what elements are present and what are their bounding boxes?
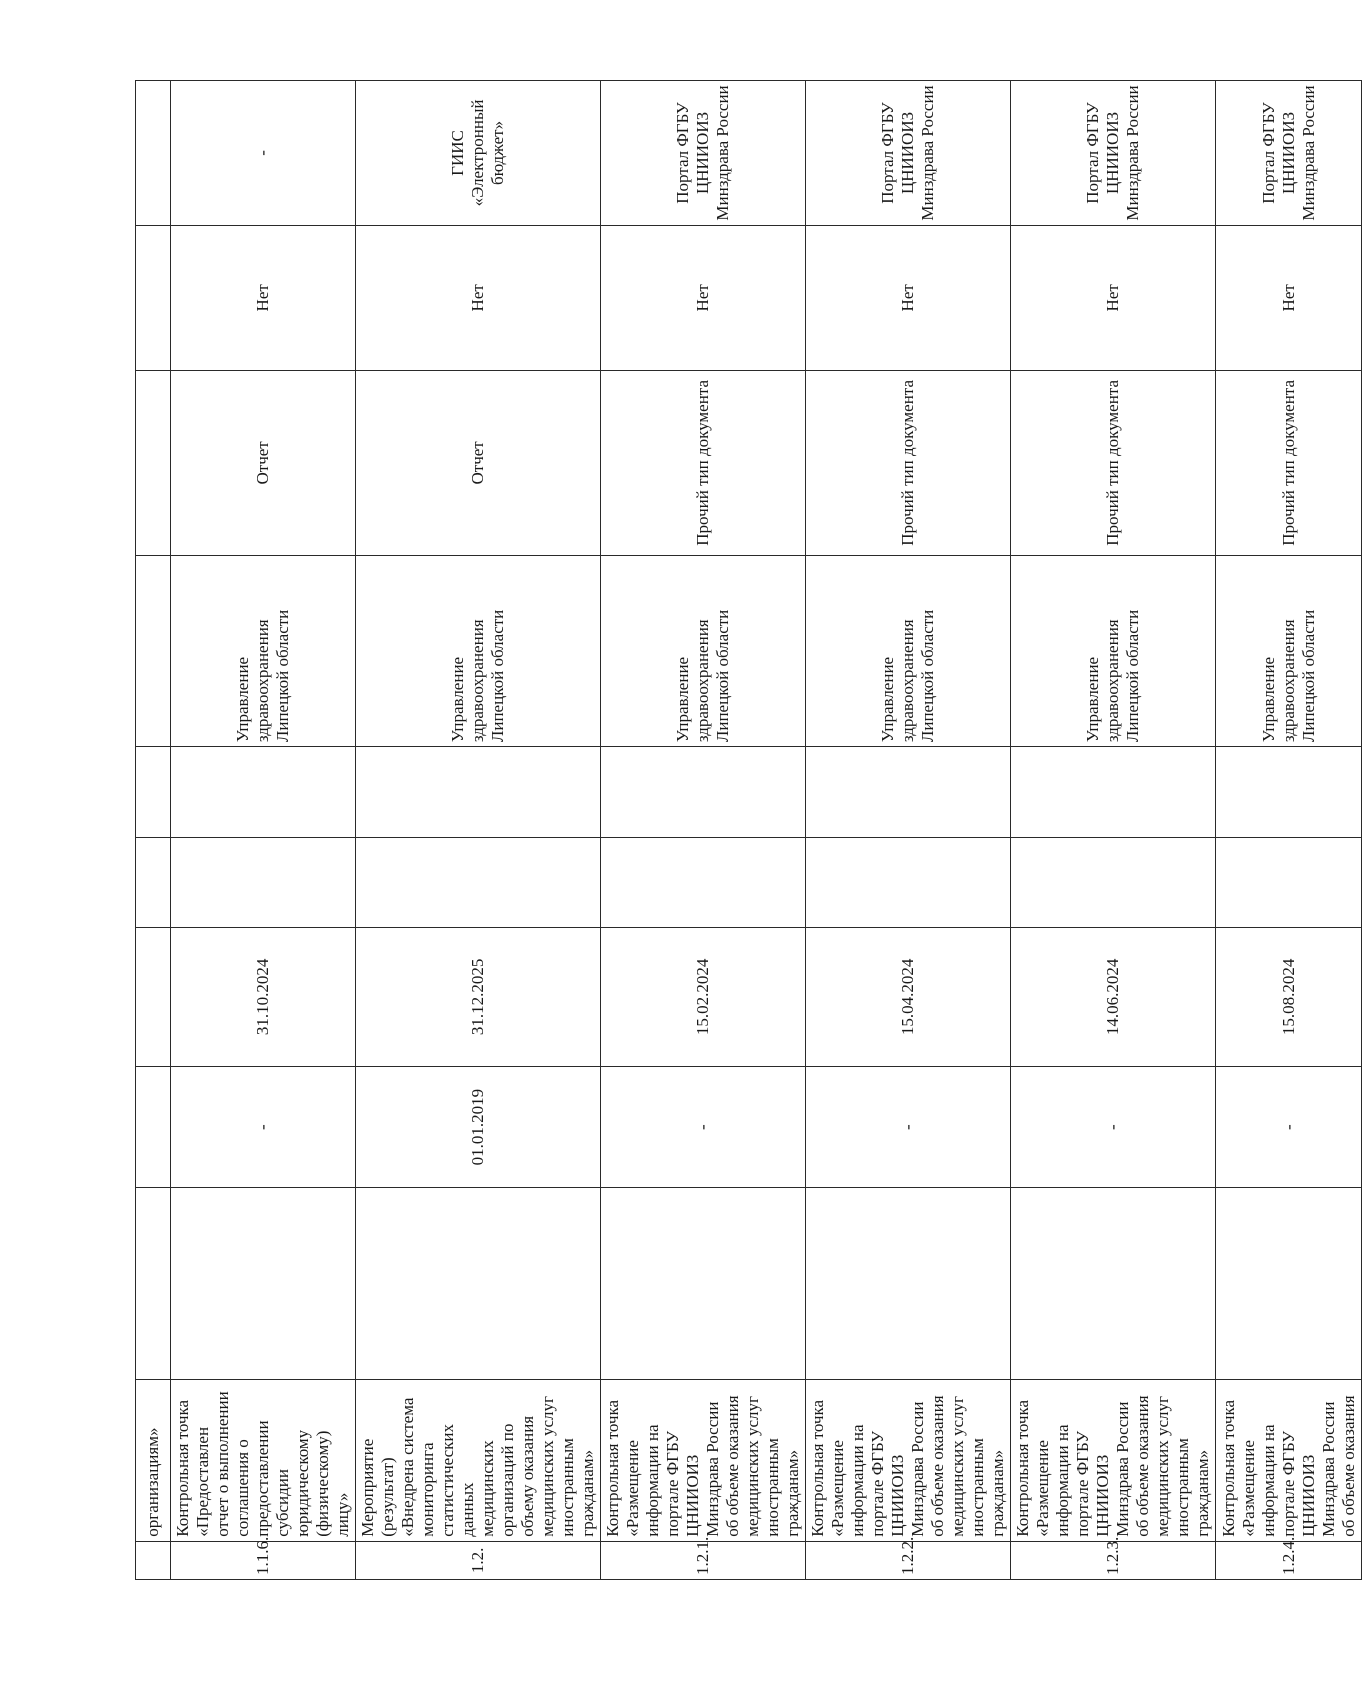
control-points-table (135, 80, 1362, 1580)
row-responsible: Управление здравоохранения Липецкой области (356, 556, 601, 747)
table-row (171, 81, 356, 1580)
row-flag: Нет (1216, 225, 1362, 370)
empty-cell (136, 370, 171, 555)
table-row (1011, 81, 1216, 1580)
row-start-date: - (806, 1066, 1011, 1188)
row-start-date: 01.01.2019 (356, 1066, 601, 1188)
table-row (806, 81, 1011, 1580)
row-flag: Нет (356, 225, 601, 370)
row-responsible: Управление здравоохранения Липецкой области (806, 556, 1011, 747)
row-end-date: 31.10.2024 (171, 927, 356, 1066)
row-empty-cell (1216, 837, 1362, 927)
row-doc-type: Прочий тип документа (1011, 370, 1216, 555)
row-end-date: 15.08.2024 (1216, 927, 1362, 1066)
row-system: Портал ФГБУ ЦНИИОИЗ Минздрава России (601, 81, 806, 226)
row-responsible: Управление здравоохранения Липецкой области (1011, 556, 1216, 747)
row-end-date: 31.12.2025 (356, 927, 601, 1066)
row-empty-cell (171, 1188, 356, 1379)
row-flag: Нет (601, 225, 806, 370)
empty-cell (136, 747, 171, 837)
row-doc-type: Отчет (356, 370, 601, 555)
row-doc-type: Прочий тип документа (1216, 370, 1362, 555)
row-start-date: - (601, 1066, 806, 1188)
row-flag: Нет (1011, 225, 1216, 370)
row-number: 1.1.6. (171, 1541, 356, 1579)
row-empty-cell (356, 1188, 601, 1379)
row-start-date: - (1011, 1066, 1216, 1188)
table-row (601, 81, 806, 1580)
row-system: ГИИС «Электронный бюджет» (356, 81, 601, 226)
row-responsible: Управление здравоохранения Липецкой области (601, 556, 806, 747)
row-number: 1.2. (356, 1541, 601, 1579)
row-empty-cell (1011, 1188, 1216, 1379)
row-system: - (171, 81, 356, 226)
rotated-document-page (135, 80, 1358, 1580)
row-end-date: 14.06.2024 (1011, 927, 1216, 1066)
row-empty-cell (1216, 1188, 1362, 1379)
table-row (1216, 81, 1362, 1580)
row-start-date: - (171, 1066, 356, 1188)
continuation-row (136, 81, 171, 1580)
row-empty-cell (601, 1188, 806, 1379)
row-name: Контрольная точка «Размещение информации на портале ФГБУ ЦНИИОИЗ Минздрава России об объеме оказания медицинских услуг иностранным гражданам» (806, 1379, 1011, 1541)
row-doc-type: Прочий тип документа (806, 370, 1011, 555)
row-name: Контрольная точка «Размещение информации на портале ФГБУ ЦНИИОИЗ Минздрава России об объеме оказания (1216, 1379, 1362, 1541)
row-name: Контрольная точка «Предоставлен отчет о выполнении соглашения о предоставлении субсидии юридическому (физическому) лицу» (171, 1379, 356, 1541)
empty-cell (136, 225, 171, 370)
row-empty-cell (806, 747, 1011, 837)
row-system: Портал ФГБУ ЦНИИОИЗ Минздрава России (806, 81, 1011, 226)
empty-cell (136, 1066, 171, 1188)
row-responsible: Управление здравоохранения Липецкой области (1216, 556, 1362, 747)
row-empty-cell (171, 747, 356, 837)
row-number: 1.2.3. (1011, 1541, 1216, 1579)
row-empty-cell (1011, 747, 1216, 837)
row-empty-cell (806, 837, 1011, 927)
row-start-date: - (1216, 1066, 1362, 1188)
continuation-text-cell: организациям» (136, 1379, 171, 1541)
row-number-cell (136, 1541, 171, 1579)
row-flag: Нет (806, 225, 1011, 370)
empty-cell (136, 556, 171, 747)
row-empty-cell (601, 747, 806, 837)
row-number: 1.2.2. (806, 1541, 1011, 1579)
empty-cell (136, 927, 171, 1066)
row-empty-cell (1011, 837, 1216, 927)
row-name: Контрольная точка «Размещение информации на портале ФГБУ ЦНИИОИЗ Минздрава России об объеме оказания медицинских услуг иностранным гражданам» (1011, 1379, 1216, 1541)
row-empty-cell (171, 837, 356, 927)
row-end-date: 15.02.2024 (601, 927, 806, 1066)
row-empty-cell (601, 837, 806, 927)
empty-cell (136, 837, 171, 927)
row-doc-type: Отчет (171, 370, 356, 555)
row-flag: Нет (171, 225, 356, 370)
row-name: Мероприятие (результат) «Внедрена система мониторинга статистических данных медицинских организаций по объему оказания медицинских услуг иностранным гражданам» (356, 1379, 601, 1541)
table-row (356, 81, 601, 1580)
row-number: 1.2.4. (1216, 1541, 1362, 1579)
row-end-date: 15.04.2024 (806, 927, 1011, 1066)
row-doc-type: Прочий тип документа (601, 370, 806, 555)
row-name: Контрольная точка «Размещение информации на портале ФГБУ ЦНИИОИЗ Минздрава России об объеме оказания медицинских услуг иностранным гражданам» (601, 1379, 806, 1541)
empty-cell (136, 81, 171, 226)
row-empty-cell (356, 837, 601, 927)
row-empty-cell (356, 747, 601, 837)
empty-cell (136, 1188, 171, 1379)
row-empty-cell (1216, 747, 1362, 837)
row-system: Портал ФГБУ ЦНИИОИЗ Минздрава России (1216, 81, 1362, 226)
row-system: Портал ФГБУ ЦНИИОИЗ Минздрава России (1011, 81, 1216, 226)
row-empty-cell (806, 1188, 1011, 1379)
row-responsible: Управление здравоохранения Липецкой области (171, 556, 356, 747)
row-number: 1.2.1. (601, 1541, 806, 1579)
